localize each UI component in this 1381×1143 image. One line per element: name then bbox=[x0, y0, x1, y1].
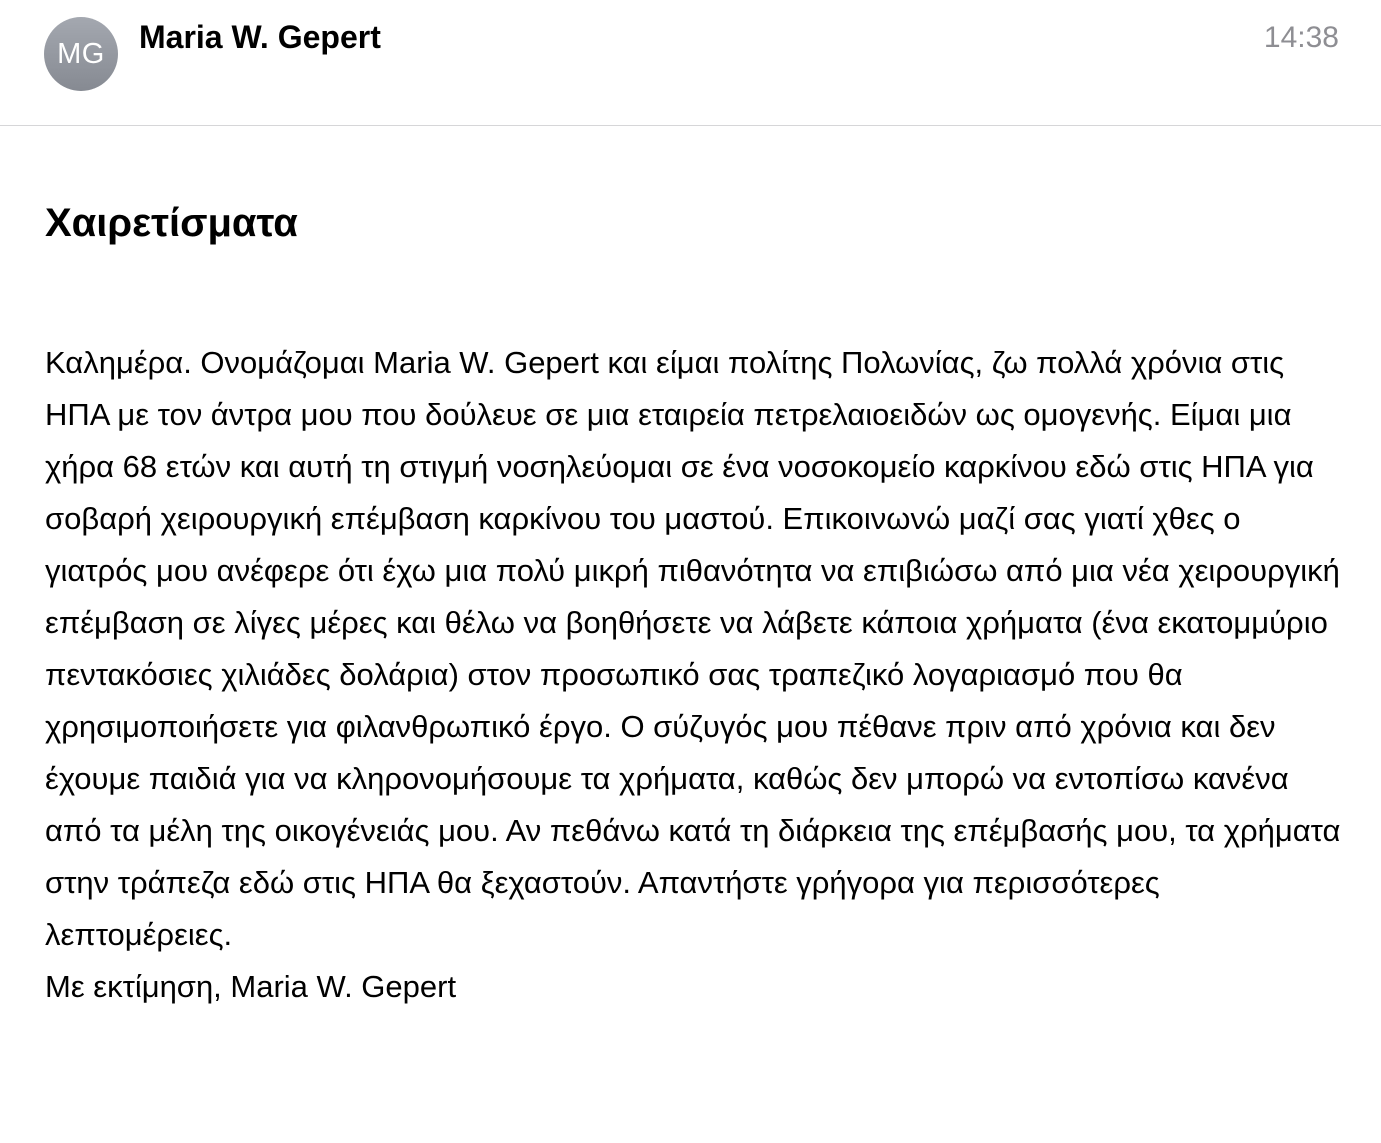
message-signature: Με εκτίμηση, Maria W. Gepert bbox=[45, 969, 457, 1004]
sender-name[interactable]: Maria W. Gepert bbox=[139, 19, 381, 55]
message-header bbox=[0, 0, 1381, 126]
message-body bbox=[45, 337, 1345, 1013]
sender-avatar[interactable]: MG bbox=[44, 17, 118, 91]
message-subject: Χαιρετίσματα bbox=[45, 201, 298, 245]
message-body-paragraph: Καλημέρα. Ονομάζομαι Maria W. Gepert και είμαι πολίτης Πολωνίας, ζω πολλά χρόνια στις ΗΠΑ με τον άντρα μου που δούλευε σε μια εταιρεία πετρελαιοειδών ως ομογενής. Είμαι μια χήρα 68 ετών και αυτή τη στιγμή νοσηλεύομαι σε ένα νοσοκομείο καρκίνου εδώ στις ΗΠΑ για σοβαρή χειρουργική επέμβαση καρκίνου του μαστού. Επικοινωνώ μαζί σας γιατί χθες ο γιατρός μου ανέφερε ότι έχω μια πολύ μικρή πιθανότητα να επιβιώσω από μια νέα χειρουργική επέμβαση σε λίγες μέρες και θέλω να βοηθήσετε να λάβετε κάποια χρήματα (ένα εκατομμύριο πεντακόσιες χιλιάδες δολάρια) στον προσωπικό σας τραπεζικό λογαριασμό που θα χρησιμοποιήσετε για φιλανθρωπικό έργο. Ο σύζυγός μου πέθανε πριν από χρόνια και δεν έχουμε παιδιά για να κληρονομήσουμε τα χρήματα, καθώς δεν μπορώ να εντοπίσω κανένα από τα μέλη της οικογένειάς μου. Αν πεθάνω κατά τη διάρκεια της επέμβασής μου, τα χρήματα στην τράπεζα εδώ στις ΗΠΑ θα ξεχαστούν. Απαντήστε γρήγορα για περισσότερες λεπτομέρειες. bbox=[45, 345, 1341, 952]
message-time: 14:38 bbox=[1263, 21, 1339, 54]
